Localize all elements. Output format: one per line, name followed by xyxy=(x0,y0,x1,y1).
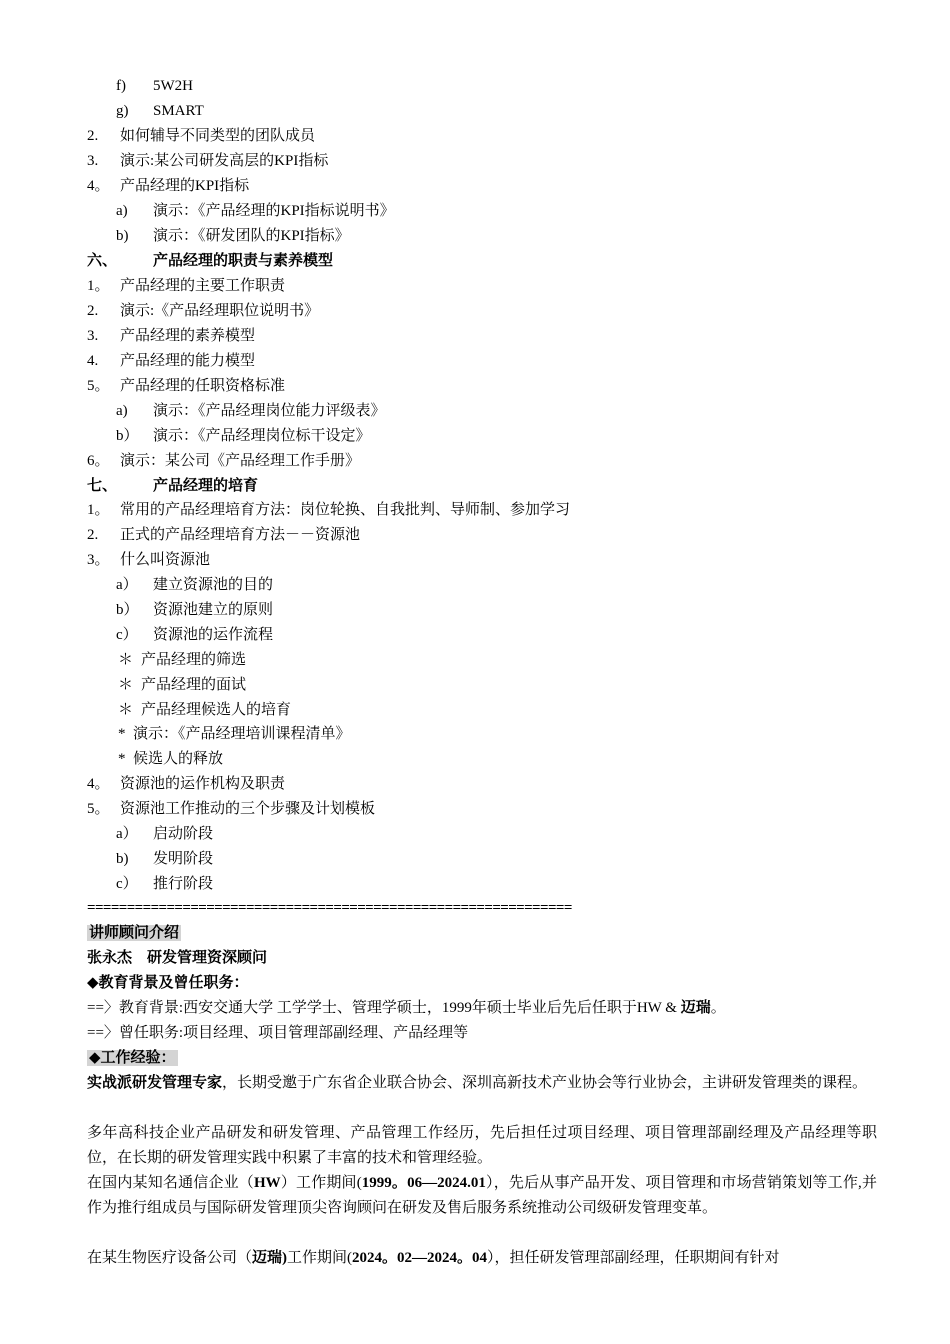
item-text: 产品经理的主要工作职责 xyxy=(120,278,286,294)
item-text: 演示：《产品经理岗位能力评级表》 xyxy=(153,403,386,419)
item-text: 演示：某公司《产品经理工作手册》 xyxy=(120,453,361,469)
item-text: 什么叫资源池 xyxy=(120,552,211,568)
education-background: ==〉教育背景:西安交通大学 工学学士、管理学硕士，1999年硕士毕业后先后任职于HW & 迈瑞。 xyxy=(87,1000,726,1016)
item-number: b） xyxy=(116,602,139,618)
item-text: 演示：《研发团队的KPI指标》 xyxy=(153,228,350,244)
item-number: 5。 xyxy=(87,801,110,817)
item-text: 产品经理的面试 xyxy=(141,677,247,693)
item-text: 演示：《产品经理的KPI指标说明书》 xyxy=(153,203,395,219)
item-text: 发明阶段 xyxy=(153,851,214,867)
item-text: 演示：《产品经理岗位标干设定》 xyxy=(153,428,371,444)
item-text: 产品经理的任职资格标准 xyxy=(120,378,286,394)
item-number: 2. xyxy=(87,128,99,144)
item-text: 资源池建立的原则 xyxy=(153,602,274,618)
item-number: b） xyxy=(116,428,139,444)
experience-paragraph-4: 在某生物医疗设备公司（迈瑞)工作期间(2024。02—2024。04），担任研发管理部副经理，任职期间有针对 xyxy=(87,1250,780,1266)
item-number: 3. xyxy=(87,328,99,344)
item-number: 1。 xyxy=(87,502,110,518)
item-number: f) xyxy=(116,78,126,94)
star-bullet-icon: ＊ xyxy=(118,652,134,668)
item-text: 资源池的运作流程 xyxy=(153,627,274,643)
section-number: 六、 xyxy=(87,253,118,269)
item-text: 建立资源池的目的 xyxy=(153,577,274,593)
item-text: 候选人的释放 xyxy=(133,751,224,767)
star-bullet-icon: ＊ xyxy=(118,702,134,718)
item-text: 产品经理的KPI指标 xyxy=(120,178,250,194)
item-text: 资源池的运作机构及职责 xyxy=(120,776,286,792)
item-number: 5。 xyxy=(87,378,110,394)
item-text: 启动阶段 xyxy=(153,826,214,842)
item-text: 正式的产品经理培育方法－－资源池 xyxy=(120,527,361,543)
item-number: c） xyxy=(116,876,138,892)
item-text: 常用的产品经理培育方法：岗位轮换、自我批判、导师制、参加学习 xyxy=(120,502,571,518)
item-text: 演示:《产品经理职位说明书》 xyxy=(120,303,320,319)
item-text: 资源池工作推动的三个步骤及计划模板 xyxy=(120,801,376,817)
section-number: 七、 xyxy=(87,478,118,494)
work-experience-heading: ◆工作经验： xyxy=(89,1050,176,1066)
item-text: 产品经理候选人的培育 xyxy=(141,702,292,718)
item-text: 如何辅导不同类型的团队成员 xyxy=(120,128,316,144)
item-number: 3. xyxy=(87,153,99,169)
instructor-heading: 讲师顾问介绍 xyxy=(89,925,180,941)
separator-rule: ============================================================= xyxy=(87,900,572,916)
asterisk-bullet-icon: * xyxy=(118,726,126,742)
education-heading: ◆教育背景及曾任职务： xyxy=(87,975,249,991)
item-number: 6。 xyxy=(87,453,110,469)
item-text: SMART xyxy=(153,103,204,119)
item-text: 产品经理的能力模型 xyxy=(120,353,256,369)
item-number: 4。 xyxy=(87,178,110,194)
item-number: 1。 xyxy=(87,278,110,294)
item-number: 2. xyxy=(87,303,99,319)
item-number: a) xyxy=(116,203,128,219)
section-title: 产品经理的职责与素养模型 xyxy=(153,253,334,269)
former-positions: ==〉曾任职务:项目经理、项目管理部副经理、产品经理等 xyxy=(87,1025,469,1041)
item-number: g) xyxy=(116,103,129,119)
item-number: b) xyxy=(116,228,129,244)
item-number: 4. xyxy=(87,353,99,369)
item-number: b) xyxy=(116,851,129,867)
item-number: 2. xyxy=(87,527,99,543)
item-text: 演示:某公司研发高层的KPI指标 xyxy=(120,153,329,169)
item-number: c） xyxy=(116,627,138,643)
item-text: 产品经理的素养模型 xyxy=(120,328,256,344)
item-text: 推行阶段 xyxy=(153,876,214,892)
experience-paragraph-3: 在国内某知名通信企业（HW）工作期间(1999。06—2024.01），先后从事产品开发、项目管理和市场营销策划等工作,并作为推行组成员与国际研发管理顶尖咨询顾问在研发及售后服务系统推动公司级研发管理变革。 xyxy=(87,1175,877,1216)
item-text: 5W2H xyxy=(153,78,193,94)
item-number: a） xyxy=(116,826,138,842)
instructor-name: 张永杰 研发管理资深顾问 xyxy=(87,950,268,966)
item-text: 演示：《产品经理培训课程清单》 xyxy=(133,726,351,742)
experience-paragraph-1: 实战派研发管理专家，长期受邀于广东省企业联合协会、深圳高新技术产业协会等行业协会，主讲研发管理类的课程。 xyxy=(87,1075,868,1091)
item-number: a) xyxy=(116,403,128,419)
item-text: 产品经理的筛选 xyxy=(141,652,247,668)
item-number: 3。 xyxy=(87,552,110,568)
item-number: a） xyxy=(116,577,138,593)
star-bullet-icon: ＊ xyxy=(118,677,134,693)
asterisk-bullet-icon: * xyxy=(118,751,126,767)
experience-paragraph-2: 多年高科技企业产品研发和研发管理、产品管理工作经历，先后担任过项目经理、项目管理部副经理及产品经理等职位，在长期的研发管理实践中积累了丰富的技术和管理经验。 xyxy=(87,1125,877,1166)
section-title: 产品经理的培育 xyxy=(153,478,259,494)
item-number: 4。 xyxy=(87,776,110,792)
